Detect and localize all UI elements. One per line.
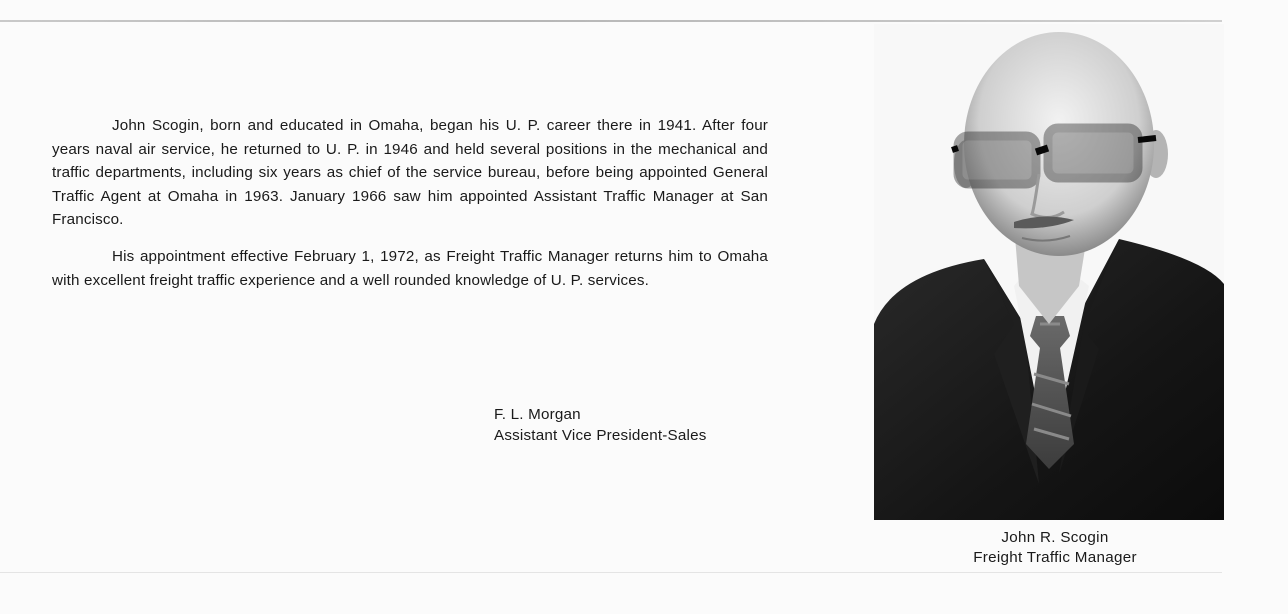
letter-paragraph: His appointment effective February 1, 1972, as Freight Traffic Manager returns him to Omaha with excellent freight traffic experience and a well rounded knowledge of U. P. services. — [52, 247, 768, 289]
portrait-illustration — [874, 24, 1224, 520]
signature-block — [494, 405, 707, 446]
caption-name: John R. Scogin — [1001, 529, 1109, 546]
letter-paragraph: John Scogin, born and educated in Omaha, began his U. P. career there in 1941. After four years naval air service, he returned to U. P. in 1946 and held several positions in the mechanical and traffic departments, including six years as chief of the service bureau, before being appointed General Traffic Agent at Omaha in 1963. January 1966 saw him appointed Assistant Traffic Manager at San Francisco. — [52, 117, 768, 229]
signature-title: Assistant Vice President-Sales — [494, 426, 707, 444]
signature-name: F. L. Morgan — [494, 406, 581, 423]
bottom-rule — [0, 572, 1222, 573]
portrait-photo — [874, 24, 1224, 520]
letter-body — [52, 114, 768, 305]
caption-title: Freight Traffic Manager — [973, 549, 1137, 566]
top-rule — [0, 20, 1222, 22]
photo-caption — [930, 528, 1180, 568]
